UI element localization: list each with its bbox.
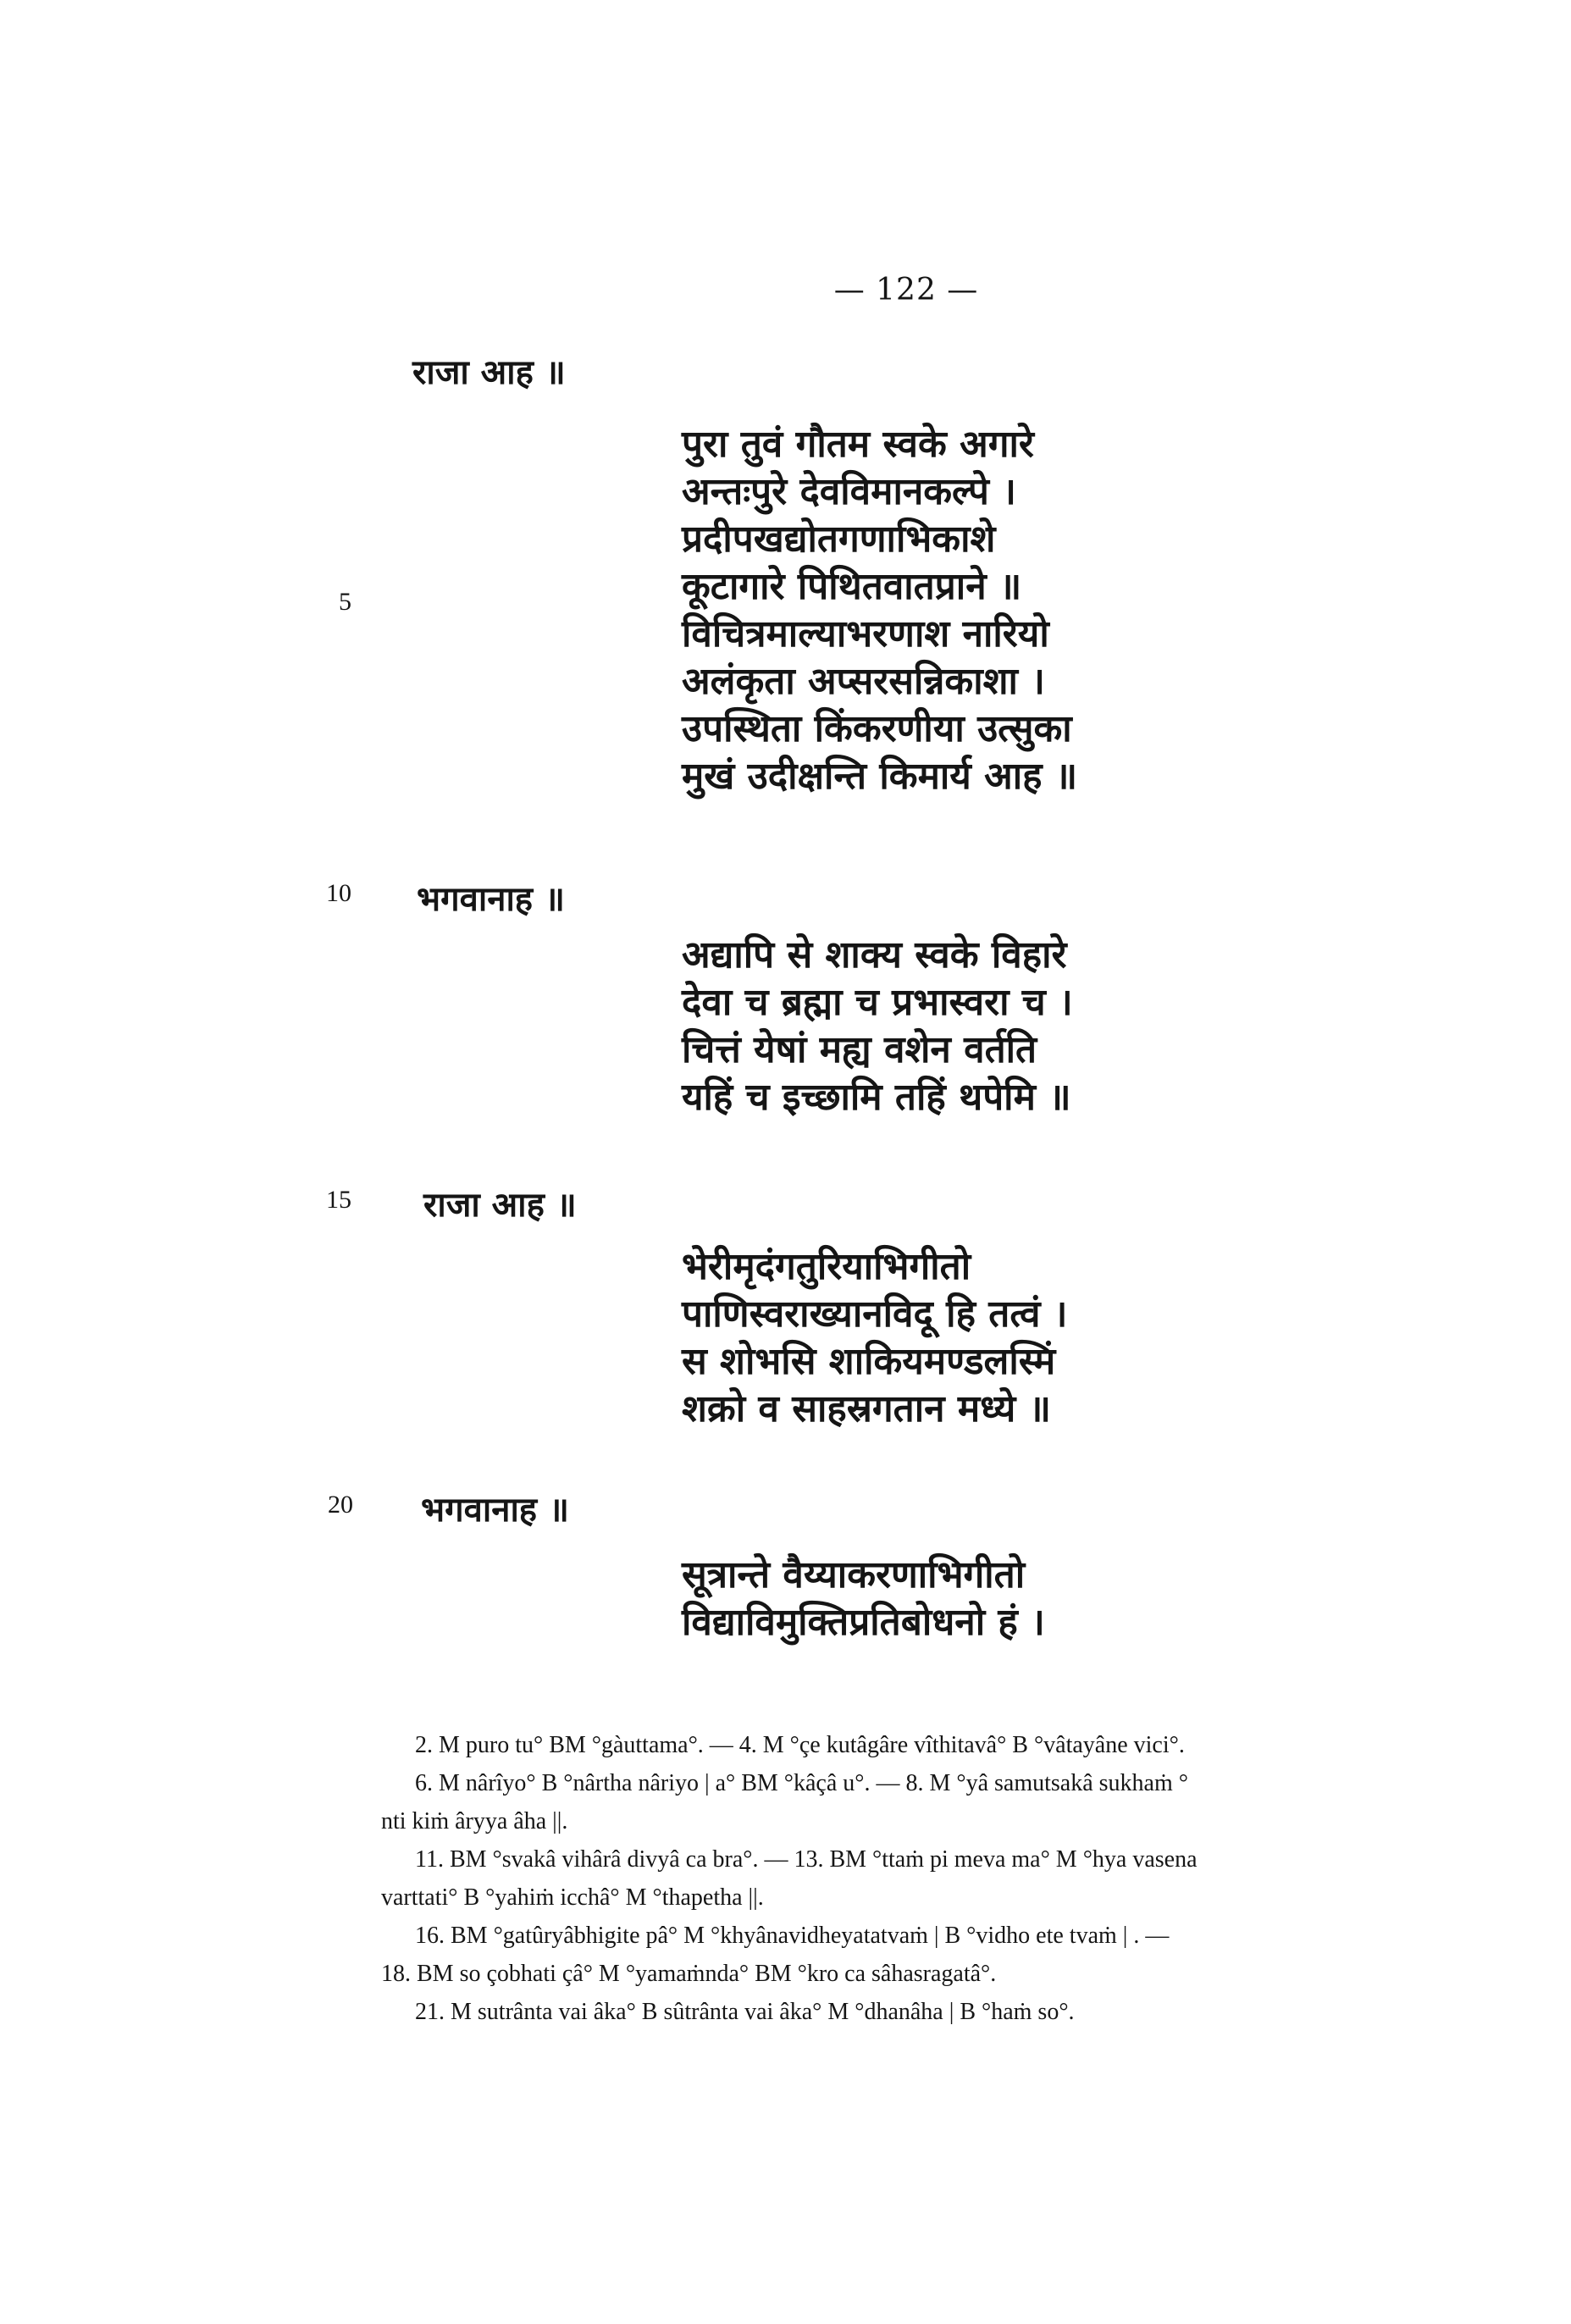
verse-line: अद्यापि से शाक्य स्वके विहारे: [682, 933, 1067, 977]
verse-line: पाणिस्वराख्यानविदू हि तत्वं ।: [682, 1292, 1068, 1336]
verse-block: [682, 1552, 1045, 1646]
footnotes: [381, 1726, 1465, 2031]
footnote-line: 11. BM °svakâ vihârâ divyâ ca bra°. — 13. BM °ttaṁ pi meva ma° M °hya vasena: [415, 1846, 1198, 1873]
verse-line: देवा च ब्रह्मा च प्रभास्वरा च ।: [682, 981, 1073, 1024]
footnote-line: 2. M puro tu° BM °gàuttama°. — 4. M °çe kutâgâre vîthitavâ° B °vâtayâne vici°.: [415, 1732, 1185, 1758]
verse-line: अलंकृता अप्सरसन्निकाशा ।: [682, 660, 1045, 703]
verse-block: [682, 1243, 1067, 1433]
verse-line: मुखं उदीक्षन्ति किमार्य आह ॥: [682, 755, 1078, 798]
verse-line: कूटागारे पिथितवातप्राने ॥: [682, 565, 1022, 608]
footnote-line: nti kiṁ âryya âha ||.: [381, 1808, 568, 1834]
verse-line: अन्तःपुरे देवविमानकल्पे ।: [682, 470, 1016, 513]
speaker-heading: राजा आह ॥: [423, 1185, 577, 1225]
verse-line: प्रदीपखद्योतगणाभिकाशे: [682, 517, 996, 561]
verse-line: चित्तं येषां मह्य वशेन वर्तति: [682, 1028, 1037, 1071]
verse-line: यहिं च इच्छामि तहिं थपेमि ॥: [682, 1076, 1071, 1119]
verse-line: स शोभसि शाकियमण्डलस्मिं: [682, 1340, 1056, 1383]
footnote-line: 16. BM °gatûryâbhigite pâ° M °khyânavidheyatatvaṁ | B °vidho ete tvaṁ | . —: [415, 1923, 1170, 1949]
footnote-line: 6. M nârîyo° B °nârtha nâriyo | a° BM °kâçâ u°. — 8. M °yâ samutsakâ sukhaṁ °: [415, 1770, 1188, 1796]
verse-line: उपस्थिता किंकरणीया उत्सुका: [682, 707, 1072, 750]
verse-line: शक्रो व साहस्रगतान मध्ये ॥: [682, 1387, 1051, 1430]
verse-block: [682, 421, 1077, 800]
speaker-heading: भगवानाह ॥: [421, 1490, 569, 1530]
speaker-heading: भगवानाह ॥: [417, 879, 565, 919]
verse-line: विद्याविमुक्तिप्रतिबोधनो हं ।: [682, 1601, 1045, 1644]
verse-line: पुरा तुवं गौतम स्वके अगारे: [682, 423, 1034, 466]
verse-line: भेरीमृदंगतुरियाभिगीतो: [682, 1245, 971, 1288]
speaker-heading: राजा आह ॥: [412, 352, 566, 392]
verse-line: सूत्रान्ते वैय्याकरणाभिगीतो: [682, 1553, 1026, 1596]
footnote-line: 18. BM so çobhati çâ° M °yamaṁnda° BM °kro ca sâhasragatâ°.: [381, 1961, 997, 1987]
footnote-line: 21. M sutrânta vai âka° B sûtrânta vai âka° M °dhanâha | B °haṁ so°.: [415, 1999, 1075, 2025]
line-number: 20: [328, 1491, 353, 1519]
footnote-line: varttati° B °yahiṁ icchâ° M °thapetha ||.: [381, 1884, 764, 1911]
verse-block: [682, 932, 1073, 1121]
verse-line: विचित्रमाल्याभरणाश नारियो: [682, 612, 1049, 656]
line-number: 10: [326, 879, 351, 907]
line-number: 5: [339, 588, 351, 616]
page-number: — 122 —: [833, 273, 979, 307]
line-number: 15: [326, 1186, 351, 1214]
